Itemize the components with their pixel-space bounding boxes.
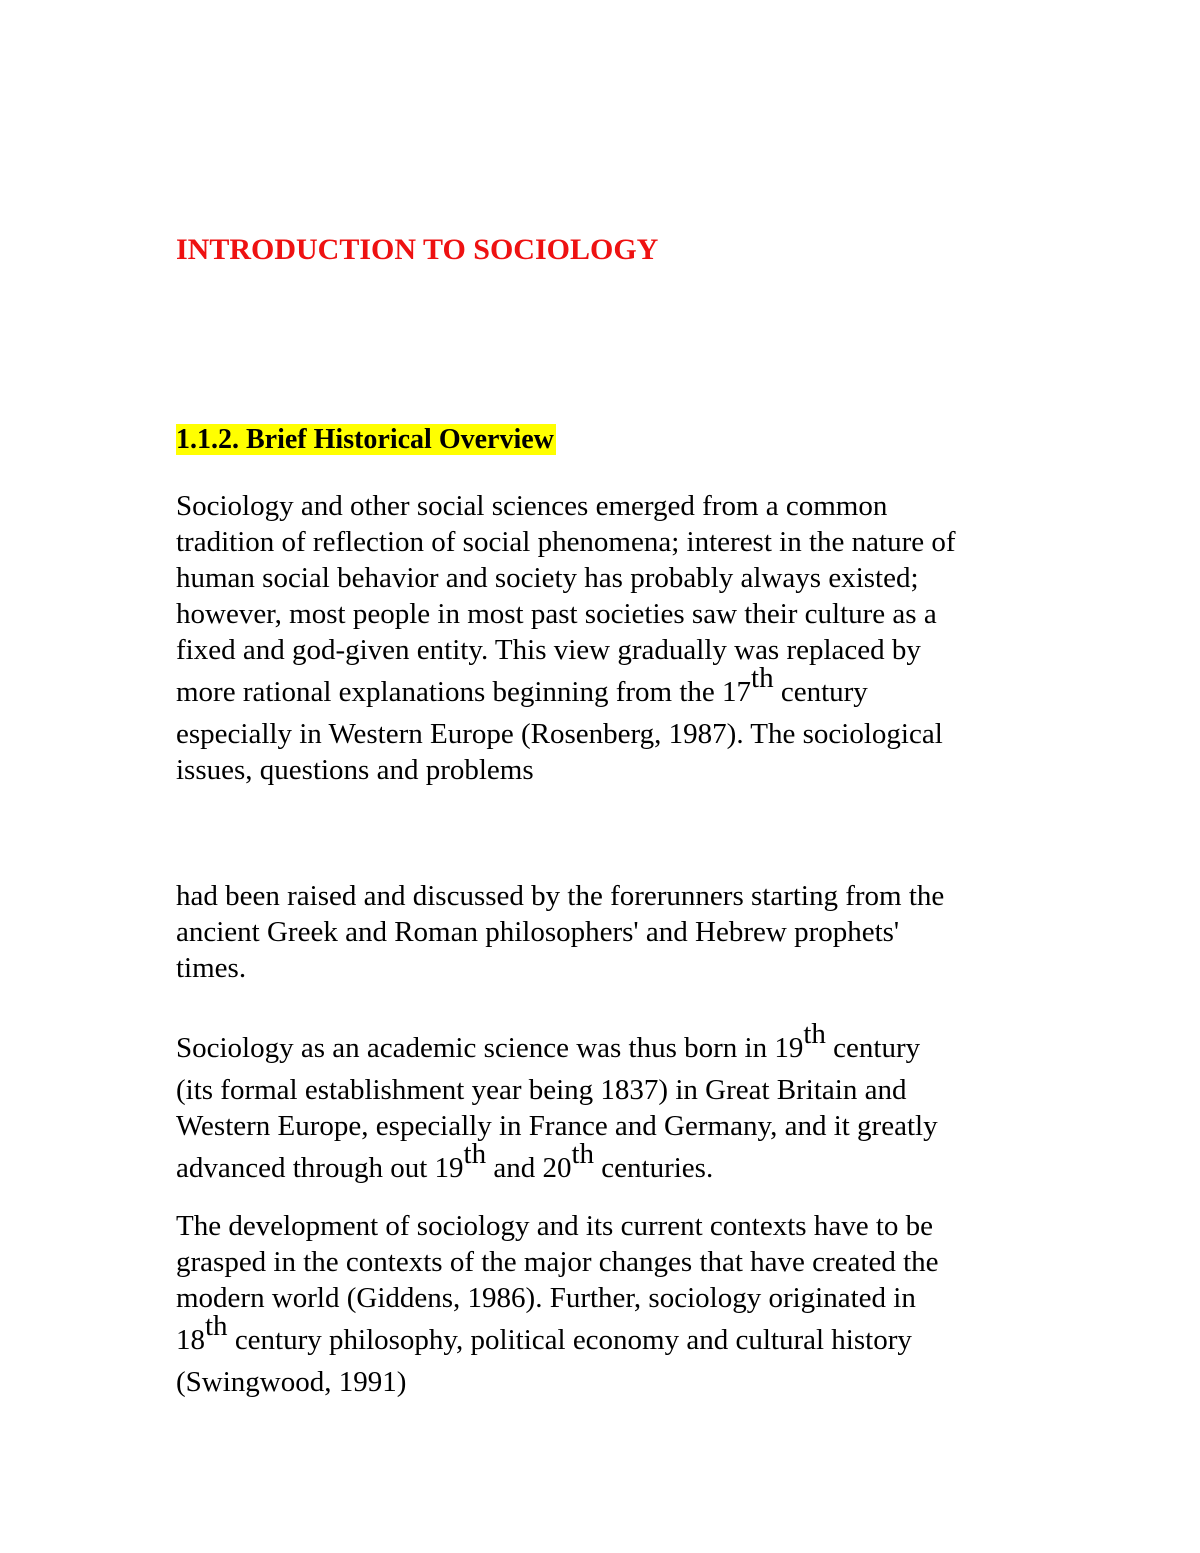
- paragraph-line: times.: [176, 952, 247, 984]
- paragraph-line: The development of sociology and its current contexts have to be: [176, 1210, 934, 1242]
- line-text: Sociology as an academic science was thus born in 19: [176, 1032, 804, 1064]
- paragraph-line: ancient Greek and Roman philosophers' and Hebrew prophets': [176, 916, 900, 948]
- paragraph-line: Sociology and other social sciences emerged from a common: [176, 490, 888, 522]
- paragraph-4: [176, 1208, 939, 1400]
- line-text: century philosophy, political economy and cultural history: [227, 1324, 912, 1356]
- paragraph-line: grasped in the contexts of the major changes that have created the: [176, 1246, 939, 1278]
- paragraph-2: [176, 878, 944, 986]
- paragraph-3: [176, 1018, 938, 1192]
- paragraph-line: fixed and god-given entity. This view gradually was replaced by: [176, 634, 921, 666]
- line-text: century: [773, 676, 868, 708]
- paragraph-line: Western Europe, especially in France and Germany, and it greatly: [176, 1110, 938, 1142]
- superscript: th: [751, 662, 774, 694]
- document-title: INTRODUCTION TO SOCIOLOGY: [176, 233, 659, 266]
- line-text: and 20: [486, 1152, 572, 1184]
- section-heading-text: 1.1.2. Brief Historical Overview: [176, 424, 554, 455]
- paragraph-1: [176, 488, 956, 788]
- paragraph-line: had been raised and discussed by the forerunners starting from the: [176, 880, 945, 912]
- superscript: th: [205, 1310, 228, 1342]
- line-text: centuries.: [594, 1152, 714, 1184]
- paragraph-line: (Swingwood, 1991): [176, 1366, 407, 1398]
- paragraph-line: human social behavior and society has probably always existed;: [176, 562, 919, 594]
- paragraph-line: however, most people in most past societies saw their culture as a: [176, 598, 937, 630]
- paragraph-line: [176, 662, 956, 716]
- superscript: th: [463, 1138, 487, 1170]
- line-text: advanced through out 19: [176, 1152, 464, 1184]
- paragraph-line: (its formal establishment year being 1837) in Great Britain and: [176, 1074, 907, 1106]
- superscript: th: [571, 1138, 595, 1170]
- section-heading: [176, 422, 556, 458]
- paragraph-line: especially in Western Europe (Rosenberg, 1987). The sociological: [176, 718, 943, 750]
- paragraph-line: modern world (Giddens, 1986). Further, sociology originated in: [176, 1282, 916, 1314]
- paragraph-line: [176, 1138, 938, 1192]
- line-text: century: [825, 1032, 921, 1064]
- line-text: more rational explanations beginning from the 17: [176, 676, 752, 708]
- superscript: th: [803, 1018, 826, 1050]
- paragraph-line: tradition of reflection of social phenomena; interest in the nature of: [176, 526, 956, 558]
- paragraph-line: [176, 1018, 938, 1072]
- line-text: 18: [176, 1324, 205, 1356]
- paragraph-line: issues, questions and problems: [176, 754, 534, 786]
- paragraph-line: [176, 1310, 939, 1364]
